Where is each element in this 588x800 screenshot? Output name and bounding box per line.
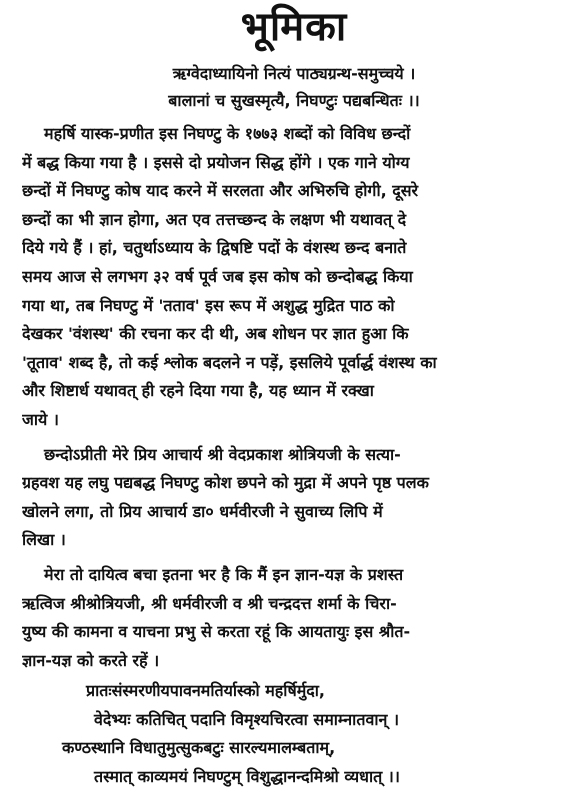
paragraph-line: छन्दोऽप्रीती मेरे प्रिय आचार्य श्री वेदप्रकाश श्रोत्रियजी के सत्या- (44, 444, 401, 464)
paragraph-line: युष्य की कामना व याचना प्रभु से करता रहूं कि आयतायुः इस श्रौत- (22, 622, 411, 642)
opening-verse (22, 60, 566, 114)
paragraph-line: में बद्ध किया गया है । इससे दो प्रयोजन सिद्ध होंगे । एक गाने योग्य (22, 152, 410, 172)
paragraph-line: दिये गये हैं । हां, चतुर्थाऽध्याय के द्विषष्टि पदों के वंशस्थ छन्द बनाते (22, 238, 407, 258)
paragraph-2 (22, 441, 566, 555)
paragraph-line: छन्दों का भी ज्ञान होगा, अत एव तत्तच्छन्द के लक्षण भी यथावत् दे (22, 209, 407, 229)
paragraph-line: खोलने लगा, तो प्रिय आचार्य डा० धर्मवीरजी ने सुवाच्य लिपि में (22, 501, 383, 521)
paragraph-line: महर्षि यास्क-प्रणीत इस निघण्टु के १७७३ शब्दों को विविध छन्दों (44, 124, 411, 143)
verse-line: कण्ठस्थानि विधातुमुत्सुकबटुः सारल्यमालम्बताम्, (62, 738, 336, 758)
verse-line: प्रातःसंस्मरणीयपावनमतिर्यास्को महर्षिर्मुदा, (86, 681, 325, 701)
paragraph-line: लिखा । (22, 530, 66, 550)
paragraph-line: ग्रहवश यह लघु पद्यबद्ध निघण्टु कोश छपने को मुद्रा में अपने पृष्ठ पलक (22, 473, 429, 493)
paragraph-line: मेरा तो दायित्व बचा इतना भर है कि मैं इन ज्ञान-यज्ञ के प्रशस्त (44, 564, 404, 584)
verse-line: तस्मात् काव्यमयं निघण्टुम् विशुद्धानन्दमिश्रो व्यधात् ।। (94, 767, 400, 787)
paragraph-1 (22, 120, 566, 435)
paragraph-line: जाये । (22, 409, 59, 429)
paragraph-line: ज्ञान-यज्ञ को करते रहें । (22, 650, 160, 670)
paragraph-line: 'तूताव' शब्द है, तो कई श्लोक बदलने न पड़ें, इसलिये पूर्वार्द्ध वंशस्थ का (22, 352, 437, 372)
verse-line: बालानां च सुखस्मृत्यै, निघण्टुः पद्यबन्धितः ।। (168, 91, 420, 110)
paragraph-3 (22, 561, 566, 675)
paragraph-line: गया था, तब निघण्टु में 'तताव' इस रूप में अशुद्ध मुद्रित पाठ को (22, 295, 395, 315)
verse-line: वेदेभ्यः कतिचित् पदानि विमृश्यचिरत्वा समाम्नातवान् । (94, 709, 400, 729)
paragraph-line: ऋत्विज श्रीश्रोत्रियजी, श्री धर्मवीरजी व श्री चन्द्रदत्त शर्मा के चिरा- (22, 593, 397, 613)
verse-line: ऋग्वेदाध्यायिनो नित्यं पाठ्यग्रन्थ-समुच्चये । (172, 64, 416, 83)
paragraph-line: छन्दों में निघण्टु कोष याद करने में सरलता और अभिरुचि होगी, दूसरे (22, 181, 419, 201)
page-title: भूमिका (240, 4, 348, 50)
paragraph-line: और शिष्टार्ध यथावत् ही रहने दिया गया है, यह ध्यान में रक्खा (22, 381, 374, 401)
paragraph-line: समय आज से लगभग ३२ वर्ष पूर्व जब इस कोष को छन्दोबद्ध किया (22, 266, 413, 286)
paragraph-line: देखकर 'वंशस्थ' की रचना कर दी थी, अब शोधन पर ज्ञात हुआ कि (22, 324, 409, 344)
closing-verse (22, 677, 566, 791)
